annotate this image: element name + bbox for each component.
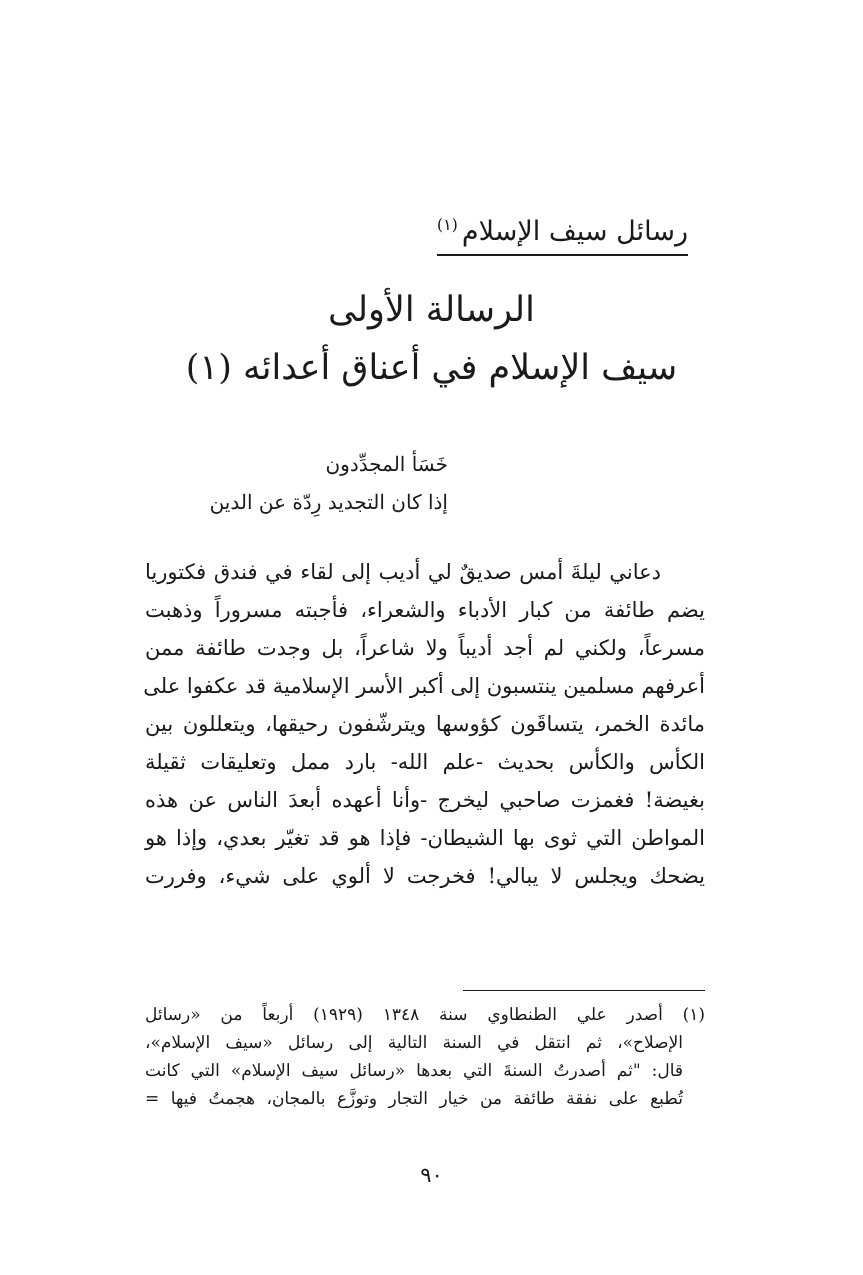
section-title — [437, 205, 688, 256]
body-line: مائدة الخمر، يتساقَون كؤوسها ويترشّفون رحيقها، ويتعللون بين — [145, 712, 705, 736]
footnote-line: (١) أصدر علي الطنطاوي سنة ١٣٤٨ (١٩٢٩) أربعاً من «رسائل — [145, 1005, 705, 1025]
body-line: أعرفهم مسلمين ينتسبون إلى أكبر الأسر الإسلامية قد عكفوا على — [143, 674, 705, 698]
poem-verses — [210, 445, 448, 521]
footnotes — [145, 1001, 705, 1113]
footnote-line: الإصلاح»، ثم انتقل في السنة التالية إلى رسائل «سيف الإسلام»، — [145, 1033, 683, 1053]
letter-heading-line-2: سيف الإسلام في أعناق أعدائه (١) — [185, 348, 678, 388]
footnote-line: قال: "ثم أصدرتُ السنةَ التي بعدها «رسائل سيف الإسلام» التي كانت — [145, 1061, 683, 1081]
footnote-line: تُطبع على نفقة طائفة من خيار التجار وتوزَّع بالمجان، هجمتُ فيها = — [145, 1089, 683, 1109]
letter-heading-line-1: الرسالة الأولى — [328, 290, 535, 330]
body-line: الكأس والكأس بحديث -علم الله- بارد ممل وتعليقات ثقيلة — [145, 750, 705, 774]
footnote-divider — [463, 990, 705, 991]
body-line: دعاني ليلةَ أمس صديقٌ لي أديب إلى لقاء في فندق فكتوريا — [145, 560, 661, 584]
poem-verse: إذا كان التجديد رِدّة عن الدين — [209, 490, 448, 514]
body-paragraph — [145, 553, 705, 895]
footnote-reference[interactable]: (١) — [436, 215, 458, 234]
body-line: يضحك ويجلس لا يبالي! فخرجت لا ألوي على شيء، وفررت — [145, 864, 705, 888]
poem-verse: خَسَأ المجدِّدون — [325, 452, 448, 476]
body-line: يضم طائفة من كبار الأدباء والشعراء، فأجبته مسروراً وذهبت — [145, 598, 705, 622]
body-line: مسرعاً، ولكني لم أجد أديباً ولا شاعراً، بل وجدت طائفة ممن — [145, 636, 705, 660]
body-line: بغيضة! فغمزت صاحبي ليخرج -وأنا أعهده أبعدَ الناس عن هذه — [145, 788, 705, 812]
page-number: ٩٠ — [420, 1163, 443, 1187]
section-title-text: رسائل سيف الإسلام — [461, 216, 688, 247]
body-line: المواطن التي ثوى بها الشيطان- فإذا هو قد تغيّر بعدي، وإذا هو — [145, 826, 705, 850]
